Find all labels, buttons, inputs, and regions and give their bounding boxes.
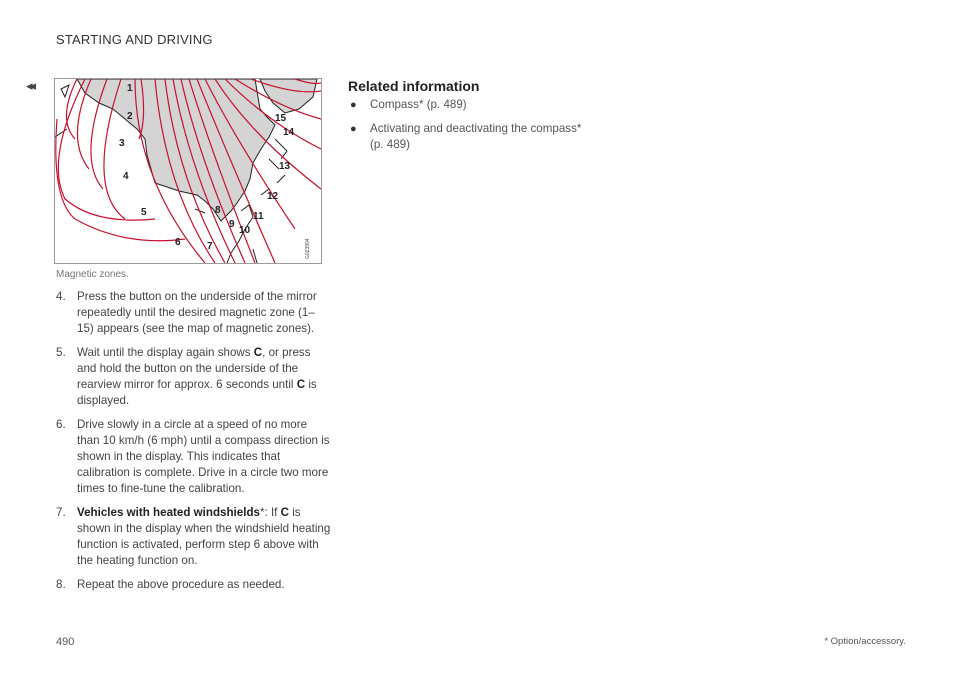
zone-label: 14 [283, 127, 295, 138]
step-text: is displayed. [77, 378, 317, 407]
step-bold: C [280, 506, 289, 519]
bullet-icon: ● [350, 99, 357, 111]
step-text: Wait until the display again shows [77, 346, 254, 359]
zone-label: 2 [127, 111, 133, 122]
zone-label: 7 [207, 241, 213, 252]
step-text: Repeat the above procedure as needed. [77, 578, 285, 591]
bullet-icon: ● [350, 123, 357, 135]
magnetic-zones-map [54, 78, 322, 264]
related-title: Related information [348, 78, 480, 94]
zone-label: 5 [141, 207, 147, 218]
related-link-activate-compass[interactable] [348, 121, 598, 153]
zone-label: 13 [279, 161, 291, 172]
zone-label: 3 [119, 138, 125, 149]
page-number: 490 [56, 636, 75, 648]
footnote: * Option/accessory. [824, 636, 906, 647]
zone-label: 10 [239, 225, 251, 236]
step-item [56, 577, 331, 593]
step-text: *: If [259, 506, 281, 519]
step-item [56, 289, 331, 337]
section-title: STARTING AND DRIVING [56, 32, 213, 47]
related-information [348, 78, 598, 161]
step-text: , or press and hold the button on the underside of the rearview mirror for approx. 6 seconds until [77, 346, 311, 391]
step-bold: C [253, 346, 263, 359]
related-link-compass[interactable] [348, 97, 598, 113]
step-text: Drive slowly in a circle at a speed of no more than 10 km/h (6 mph) until a compass direction is shown in the display. This indicates that calibration is complete. Drive in a circle two more times to fine-tune the calibration. [77, 418, 330, 495]
zone-label: 1 [127, 83, 133, 94]
step-bold: C [296, 378, 306, 391]
figure-code: G023904 [305, 238, 311, 259]
zone-label: 6 [175, 237, 181, 248]
related-link-text[interactable]: Activating and deactivating the compass* (p. 489) [370, 122, 582, 151]
related-link-text[interactable]: Compass* (p. 489) [370, 98, 467, 111]
figure-caption: Magnetic zones. [56, 269, 129, 280]
zone-label: 12 [267, 191, 279, 202]
zone-label: 4 [123, 171, 129, 182]
step-item [56, 417, 331, 497]
step-number: 8. [56, 578, 66, 591]
zone-label: 9 [229, 219, 235, 230]
step-number: 6. [56, 418, 66, 431]
step-number: 7. [56, 506, 66, 519]
step-item [56, 345, 331, 409]
step-bold: Vehicles with heated windshields [77, 506, 260, 519]
related-list [348, 97, 598, 153]
back-arrow-icon[interactable]: ◂◂ [26, 78, 34, 93]
zone-label: 15 [275, 113, 287, 124]
zone-label: 11 [253, 211, 264, 222]
step-text: Press the button on the underside of the mirror repeatedly until the desired magnetic zone (1–15) appears (see the map of magnetic zones). [77, 290, 317, 335]
zone-label: 8 [215, 205, 221, 216]
step-text: is shown in the display when the windshield heating function is activated, perform step 6 above with the heating function on. [77, 506, 331, 567]
step-item [56, 505, 331, 569]
map-graphic [55, 79, 321, 263]
instruction-steps [56, 289, 331, 601]
step-number: 5. [56, 346, 66, 359]
step-number: 4. [56, 290, 66, 303]
